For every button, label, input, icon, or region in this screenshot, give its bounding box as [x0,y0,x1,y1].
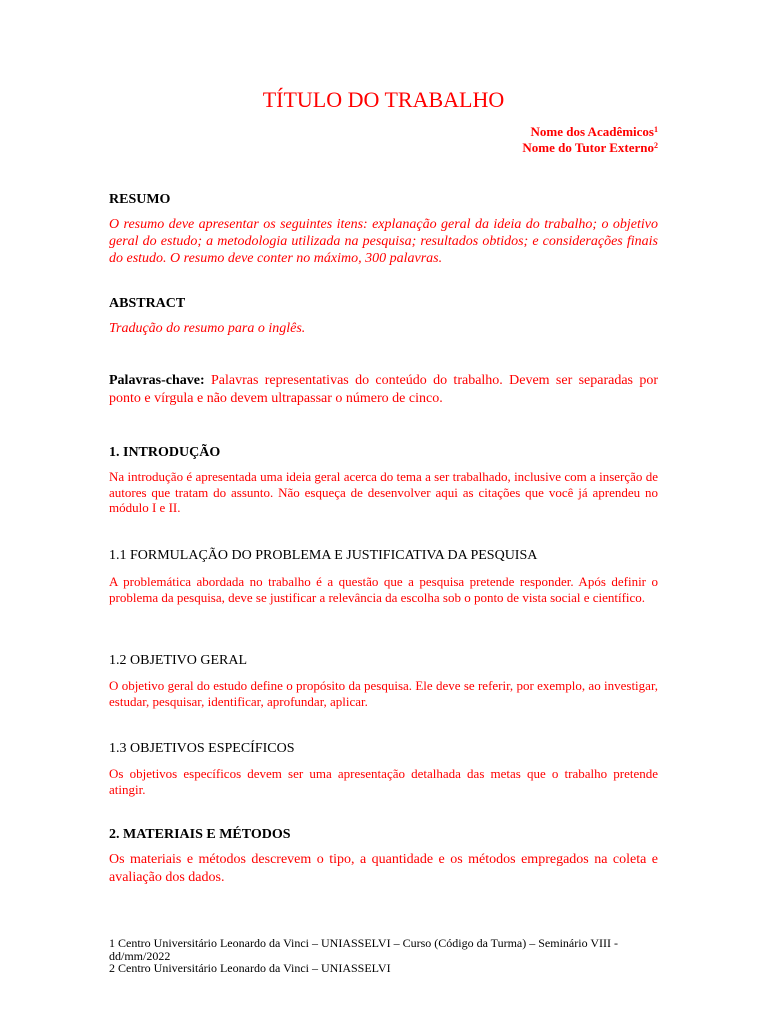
tutor-footnote-ref: 2 [654,141,658,150]
abstract-heading: ABSTRACT [109,296,186,311]
section-1-2-text: O objetivo geral do estudo define o propósito da pesquisa. Ele deve se referir, por exemplo, ao investigar, estudar, pesquisar, identificar, aprofundar, aplicar. [109,678,658,709]
footnotes [109,937,658,975]
section-1-3-text: Os objetivos específicos devem ser uma apresentação detalhada das metas que o trabalho pretende atingir. [109,766,658,797]
academics-name [109,124,658,140]
section-1-2-heading: 1.2 OBJETIVO GERAL [109,653,248,668]
resumo-heading: RESUMO [109,192,171,207]
section-1-1-text: A problemática abordada no trabalho é a questão que a pesquisa pretende responder. Após definir o problema da pesquisa, deve se justificar a relevância da escolha sob o ponto de vista social e científico. [109,574,658,605]
section-1-heading: 1. INTRODUÇÃO [109,445,221,460]
document-title: TÍTULO DO TRABALHO [262,87,505,112]
section-1-text: Na introdução é apresentada uma ideia geral acerca do tema a ser trabalhado, inclusive com a inserção de autores que tratam do assunto. Não esqueça de desenvolver aqui as citações que você já aprendeu no módulo I e II. [109,469,658,515]
academics-footnote-ref: 1 [654,125,658,134]
section-2-text: Os materiais e métodos descrevem o tipo, a quantidade e os métodos empregados na coleta e avaliação dos dados. [109,852,658,885]
document-page [109,0,658,1024]
keywords-label: Palavras-chave: [109,373,205,388]
section-1-3-heading: 1.3 OBJETIVOS ESPECÍFICOS [109,741,295,756]
tutor-name [109,140,658,156]
abstract-text: Tradução do resumo para o inglês. [109,321,306,336]
section-1-1-heading: 1.1 FORMULAÇÃO DO PROBLEMA E JUSTIFICATIVA DA PESQUISA [109,548,538,563]
authors-block [109,124,658,156]
keywords-text: Palavras representativas do conteúdo do trabalho. Devem ser separadas por ponto e vírgula e não devem ultrapassar o número de cinco. [109,373,658,406]
footnote-1: 1 Centro Universitário Leonardo da Vinci – UNIASSELVI – Curso (Código da Turma) – Seminário VIII - dd/mm/2022 [109,936,618,963]
tutor-label: Nome do Tutor Externo [522,140,654,155]
section-2-heading: 2. MATERIAIS E MÉTODOS [109,827,291,842]
keywords-block [109,372,658,408]
academics-label: Nome dos Acadêmicos [530,124,654,139]
footnote-2: 2 Centro Universitário Leonardo da Vinci – UNIASSELVI [109,961,391,975]
resumo-text: O resumo deve apresentar os seguintes itens: explanação geral da ideia do trabalho; o objetivo geral do estudo; a metodologia utilizada na pesquisa; resultados obtidos; e considerações finais do estudo. O resumo deve conter no máximo, 300 palavras. [109,217,658,266]
